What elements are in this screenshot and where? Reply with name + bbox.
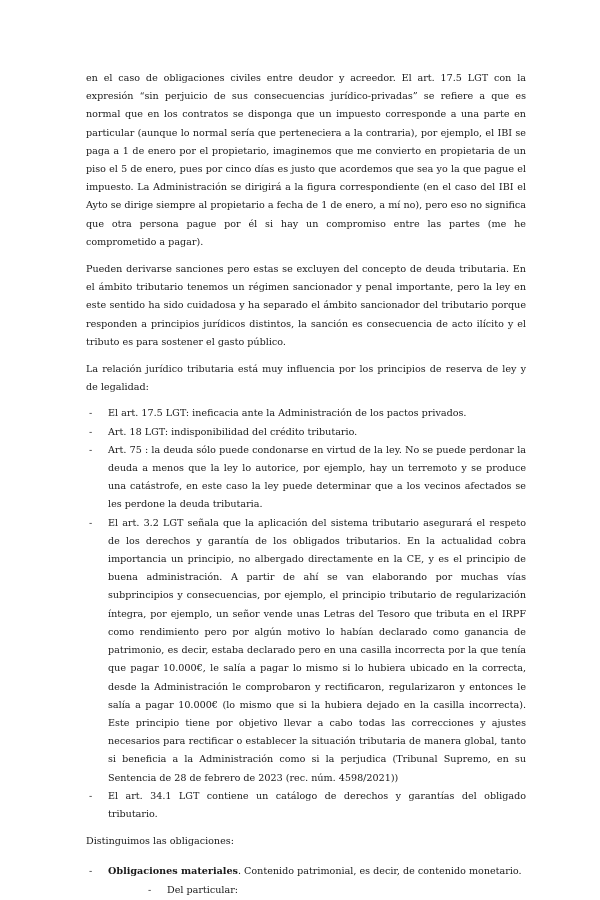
list-item: - Art. 75 : la deuda sólo puede condonarse en virtud de la ley. No se puede perdonar la deuda a menos que la ley lo autorice, por ejemplo, hay un terremoto y se produce una catástrofe, en este caso la ley puede determinar que a los vecinos afectados se les perdone la deuda tributaria. [86,442,526,515]
list-item [86,863,526,899]
sub-list [108,882,526,900]
sub-list-item: - Del particular: [108,882,526,900]
principles-list [86,405,526,824]
list-item-text: . Contenido patrimonial, es decir, de contenido monetario. [237,866,522,878]
list-item: - El art. 3.2 LGT señala que la aplicación del sistema tributario asegurará el respeto de los derechos y garantía de los obligados tributarios. En la actualidad cobra importancia un principio, no albergado directamente en la CE, y es el principio de buena administración. A partir de ahí se van elaborando por muchas vías subprincipios y consecuencias, por ejemplo, el principio tributario de regularización íntegra, por ejemplo, un señor vende unas Letras del Tesoro que tributa en el IRPF como rendimiento pero por algún motivo lo habían declarado como ganancia de patrimonio, es decir, estaba declarado pero en una casilla incorrecta por la que tenía que pagar 10.000€, le salía a pagar lo mismo si lo hubiera ubicado en la correcta, desde la Administración le comprobaron y rectificaron, regularizaron y entonces le salía a pagar 10.000€ (lo mismo que si la hubiera dejado en la casilla incorrecta). Este principio tiene por objetivo llevar a cabo todas las correcciones y ajustes necesarios para rectificar o establecer la situación tributaria de manera global, tanto si beneficia a la Administración como si la perjudica (Tribunal Supremo, en su Sentencia de 28 de febrero de 2023 (rec. núm. 4598/2021)) [86,515,526,788]
document-body [86,70,526,900]
list-item: - El art. 34.1 LGT contiene un catálogo de derechos y garantías del obligado tributario. [86,788,526,824]
paragraph: Pueden derivarse sanciones pero estas se excluyen del concepto de deuda tributaria. En el ámbito tributario tenemos un régimen sancionador y penal importante, pero la ley en este sentido ha sido cuidadosa y ha separado el ámbito sancionador del tributario porque responden a principios jurídicos distintos, la sanción es consecuencia de acto ilícito y el tributo es para sostener el gasto público. [86,264,526,348]
bold-term: Obligaciones materiales [108,866,238,878]
paragraph: Distinguimos las obligaciones: [86,836,234,848]
obligations-list [86,863,526,899]
list-item: - Art. 18 LGT: indisponibilidad del crédito tributario. [86,424,526,442]
paragraph: en el caso de obligaciones civiles entre deudor y acreedor. El art. 17.5 LGT con la expresión “sin perjuicio de sus consecuencias jurídico-privadas” se refiere a que es normal que en los contratos se disponga que un impuesto corresponde a una parte en particular (aunque lo normal sería que perteneciera a la contraria), por ejemplo, el IBI se paga a 1 de enero por el propietario, imaginemos que me convierto en propietaria de un piso el 5 de enero, pues por cinco días es justo que acordemos que sea yo la que pague el impuesto. La Administración se dirigirá a la figura correspondiente (en el caso del IBI el Ayto se dirige siempre al propietario a fecha de 1 de enero, a mí no), pero eso no significa que otra persona pague por él si hay un compromiso entre las partes (me he comprometido a pagar). [86,73,526,248]
paragraph: La relación jurídico tributaria está muy influencia por los principios de reserva de ley y de legalidad: [86,364,526,394]
list-item: - El art. 17.5 LGT: ineficacia ante la Administración de los pactos privados. [86,405,526,423]
